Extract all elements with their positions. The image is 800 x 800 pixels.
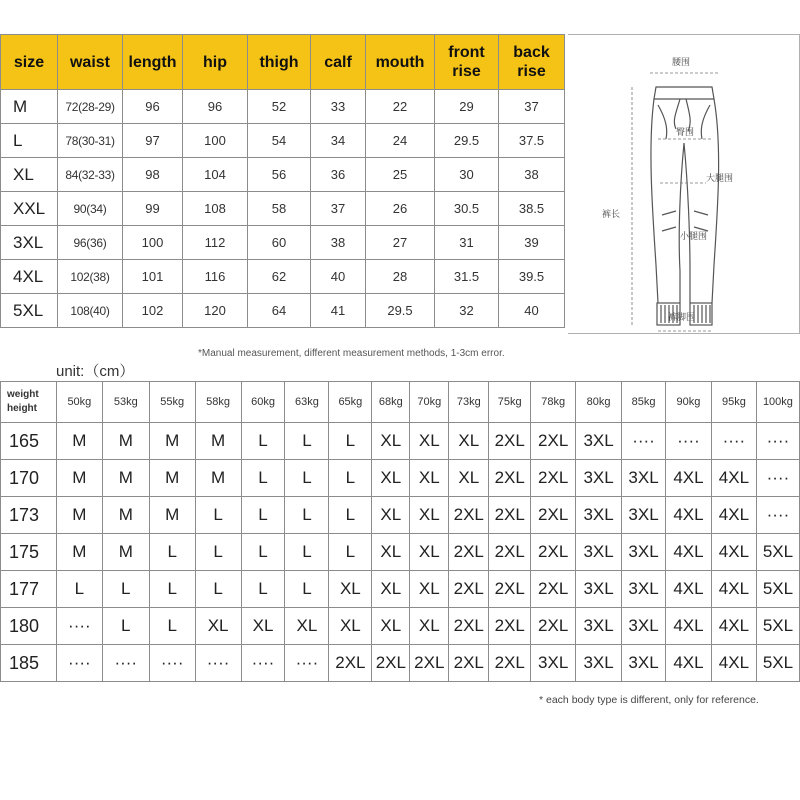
recommended-size-cell: L (102, 608, 149, 645)
reference-note: * each body type is different, only for reference. (539, 694, 759, 706)
weight-header-cell: 90kg (666, 382, 712, 423)
size-value-cell: 60 (248, 226, 311, 260)
size-label-cell: XL (1, 158, 58, 192)
size-value-cell: 102(38) (58, 260, 123, 294)
size-value-cell: 33 (311, 90, 366, 124)
recommended-size-cell: 2XL (531, 460, 576, 497)
size-label-cell: 5XL (1, 294, 58, 328)
size-value-cell: 26 (366, 192, 435, 226)
size-value-cell: 31.5 (435, 260, 499, 294)
recommended-size-cell: ···· (622, 423, 666, 460)
recommended-size-cell: XL (372, 497, 410, 534)
recommended-size-cell: ···· (756, 423, 799, 460)
recommended-size-cell: M (102, 534, 149, 571)
weight-header-cell: 78kg (531, 382, 576, 423)
size-value-cell: 96 (183, 90, 248, 124)
size-value-cell: 29 (435, 90, 499, 124)
size-value-cell: 108 (183, 192, 248, 226)
measurement-note: *Manual measurement, different measurement methods, 1-3cm error. (198, 348, 505, 359)
size-row (1, 124, 565, 158)
recommended-size-cell: L (149, 608, 195, 645)
size-value-cell: 84(32-33) (58, 158, 123, 192)
size-measurement-table (0, 34, 565, 328)
size-recommendation-table (0, 381, 800, 682)
size-label-cell: XXL (1, 192, 58, 226)
recommended-size-cell: 5XL (756, 534, 799, 571)
calf-label: 小腿围 (680, 232, 708, 242)
recommended-size-cell: 5XL (756, 608, 799, 645)
height-label-cell: 177 (1, 571, 57, 608)
size-value-cell: 39 (499, 226, 565, 260)
size-value-cell: 38 (499, 158, 565, 192)
recommended-size-cell: 4XL (666, 497, 712, 534)
weight-header-cell: 60kg (241, 382, 285, 423)
recommended-size-cell: XL (410, 423, 449, 460)
size-value-cell: 97 (123, 124, 183, 158)
recommended-size-cell: 2XL (489, 497, 531, 534)
weight-header-cell: 100kg (756, 382, 799, 423)
size-header-cell: back rise (499, 35, 565, 90)
rec-table-body (1, 423, 800, 682)
size-row (1, 260, 565, 294)
recommended-size-cell: 2XL (372, 645, 410, 682)
recommended-size-cell: 3XL (576, 497, 622, 534)
recommended-size-cell: 4XL (711, 497, 756, 534)
recommended-size-cell: 2XL (489, 534, 531, 571)
size-value-cell: 29.5 (366, 294, 435, 328)
size-value-cell: 90(34) (58, 192, 123, 226)
size-table-header-row (1, 35, 565, 90)
recommended-size-cell: L (56, 571, 102, 608)
size-row (1, 294, 565, 328)
size-value-cell: 40 (499, 294, 565, 328)
weight-header-cell: 50kg (56, 382, 102, 423)
recommended-size-cell: M (149, 423, 195, 460)
recommended-size-cell: 4XL (666, 608, 712, 645)
weight-header-cell: 70kg (410, 382, 449, 423)
recommended-size-cell: L (285, 571, 329, 608)
size-label-cell: 4XL (1, 260, 58, 294)
weight-header-cell: 95kg (711, 382, 756, 423)
recommended-size-cell: XL (372, 423, 410, 460)
recommended-size-cell: L (241, 460, 285, 497)
recommended-size-cell: L (149, 534, 195, 571)
rec-table-header-row (1, 382, 800, 423)
weight-header-cell: 58kg (195, 382, 241, 423)
size-value-cell: 25 (366, 158, 435, 192)
recommended-size-cell: ···· (285, 645, 329, 682)
size-value-cell: 54 (248, 124, 311, 158)
height-row (1, 460, 800, 497)
recommended-size-cell: L (102, 571, 149, 608)
unit-label: unit:（cm） (56, 363, 135, 380)
recommended-size-cell: 3XL (576, 460, 622, 497)
recommended-size-cell: 3XL (622, 645, 666, 682)
recommended-size-cell: ···· (241, 645, 285, 682)
size-value-cell: 104 (183, 158, 248, 192)
recommended-size-cell: XL (410, 608, 449, 645)
size-value-cell: 37.5 (499, 124, 565, 158)
size-value-cell: 24 (366, 124, 435, 158)
hip-label: 臀围 (676, 128, 695, 138)
size-value-cell: 37 (311, 192, 366, 226)
weight-header-cell: 53kg (102, 382, 149, 423)
size-label-cell: 3XL (1, 226, 58, 260)
size-value-cell: 31 (435, 226, 499, 260)
weight-header-cell: 55kg (149, 382, 195, 423)
size-value-cell: 28 (366, 260, 435, 294)
size-header-cell: hip (183, 35, 248, 90)
size-value-cell: 39.5 (499, 260, 565, 294)
size-value-cell: 120 (183, 294, 248, 328)
recommended-size-cell: XL (449, 460, 489, 497)
recommended-size-cell: 4XL (666, 460, 712, 497)
recommended-size-cell: XL (241, 608, 285, 645)
recommended-size-cell: ···· (756, 497, 799, 534)
size-value-cell: 36 (311, 158, 366, 192)
recommended-size-cell: L (329, 534, 372, 571)
recommended-size-cell: L (285, 423, 329, 460)
recommended-size-cell: ···· (56, 645, 102, 682)
recommended-size-cell: M (149, 460, 195, 497)
recommended-size-cell: M (56, 534, 102, 571)
recommended-size-cell: 2XL (329, 645, 372, 682)
recommended-size-cell: M (102, 497, 149, 534)
size-header-cell: front rise (435, 35, 499, 90)
recommended-size-cell: 3XL (576, 534, 622, 571)
height-row (1, 534, 800, 571)
recommended-size-cell: L (241, 534, 285, 571)
size-value-cell: 108(40) (58, 294, 123, 328)
recommended-size-cell: M (102, 460, 149, 497)
recommended-size-cell: XL (372, 534, 410, 571)
height-label-cell: 173 (1, 497, 57, 534)
size-value-cell: 32 (435, 294, 499, 328)
recommended-size-cell: 2XL (449, 645, 489, 682)
size-value-cell: 99 (123, 192, 183, 226)
recommended-size-cell: 4XL (666, 534, 712, 571)
size-header-cell: size (1, 35, 58, 90)
size-value-cell: 40 (311, 260, 366, 294)
recommended-size-cell: 4XL (666, 645, 712, 682)
recommended-size-cell: 3XL (576, 608, 622, 645)
recommended-size-cell: 3XL (576, 423, 622, 460)
weight-header-cell: 85kg (622, 382, 666, 423)
height-row (1, 571, 800, 608)
recommended-size-cell: 2XL (531, 534, 576, 571)
size-value-cell: 38 (311, 226, 366, 260)
size-value-cell: 112 (183, 226, 248, 260)
pants-diagram-drawing (568, 35, 800, 335)
recommended-size-cell: 3XL (576, 645, 622, 682)
recommended-size-cell: XL (329, 608, 372, 645)
height-label-cell: 170 (1, 460, 57, 497)
recommended-size-cell: 2XL (410, 645, 449, 682)
recommended-size-cell: ···· (195, 645, 241, 682)
recommended-size-cell: 3XL (622, 460, 666, 497)
size-header-cell: length (123, 35, 183, 90)
size-value-cell: 38.5 (499, 192, 565, 226)
mouth-label: 裤脚围 (668, 313, 696, 323)
recommended-size-cell: L (241, 571, 285, 608)
recommended-size-cell: ···· (149, 645, 195, 682)
size-value-cell: 29.5 (435, 124, 499, 158)
recommended-size-cell: 2XL (489, 460, 531, 497)
corner-cell (1, 382, 57, 423)
recommended-size-cell: L (285, 534, 329, 571)
size-value-cell: 30 (435, 158, 499, 192)
size-value-cell: 102 (123, 294, 183, 328)
recommended-size-cell: M (56, 497, 102, 534)
recommended-size-cell: 2XL (489, 645, 531, 682)
size-value-cell: 72(28-29) (58, 90, 123, 124)
recommended-size-cell: XL (449, 423, 489, 460)
weight-header-cell: 65kg (329, 382, 372, 423)
height-row (1, 497, 800, 534)
corner-height-label: height (7, 403, 37, 414)
size-header-cell: mouth (366, 35, 435, 90)
recommended-size-cell: 2XL (489, 423, 531, 460)
recommended-size-cell: L (195, 497, 241, 534)
recommended-size-cell: XL (372, 608, 410, 645)
recommended-size-cell: 3XL (576, 571, 622, 608)
recommended-size-cell: M (149, 497, 195, 534)
recommended-size-cell: M (56, 423, 102, 460)
recommended-size-cell: M (195, 423, 241, 460)
recommended-size-cell: M (102, 423, 149, 460)
recommended-size-cell: 5XL (756, 645, 799, 682)
recommended-size-cell: 2XL (449, 571, 489, 608)
size-value-cell: 37 (499, 90, 565, 124)
height-label-cell: 175 (1, 534, 57, 571)
height-label-cell: 185 (1, 645, 57, 682)
recommended-size-cell: 3XL (622, 534, 666, 571)
height-row (1, 423, 800, 460)
size-value-cell: 34 (311, 124, 366, 158)
recommended-size-cell: ···· (756, 460, 799, 497)
weight-header-cell: 75kg (489, 382, 531, 423)
recommended-size-cell: XL (410, 534, 449, 571)
recommended-size-cell: 2XL (531, 608, 576, 645)
recommended-size-cell: XL (195, 608, 241, 645)
size-value-cell: 62 (248, 260, 311, 294)
recommended-size-cell: 2XL (449, 608, 489, 645)
recommended-size-cell: ···· (666, 423, 712, 460)
size-value-cell: 30.5 (435, 192, 499, 226)
size-row (1, 226, 565, 260)
recommended-size-cell: M (195, 460, 241, 497)
recommended-size-cell: L (195, 571, 241, 608)
corner-weight-label: weight (7, 389, 39, 400)
recommended-size-cell: 2XL (449, 497, 489, 534)
recommended-size-cell: XL (372, 460, 410, 497)
size-value-cell: 100 (123, 226, 183, 260)
size-row (1, 90, 565, 124)
recommended-size-cell: XL (410, 571, 449, 608)
height-row (1, 645, 800, 682)
size-table-body (1, 90, 565, 328)
size-value-cell: 58 (248, 192, 311, 226)
recommended-size-cell: L (329, 497, 372, 534)
recommended-size-cell: XL (329, 571, 372, 608)
size-value-cell: 56 (248, 158, 311, 192)
recommended-size-cell: 2XL (449, 534, 489, 571)
pants-diagram (568, 34, 800, 334)
size-label-cell: L (1, 124, 58, 158)
waist-label: 腰围 (672, 58, 691, 68)
recommended-size-cell: 4XL (711, 645, 756, 682)
height-label-cell: 165 (1, 423, 57, 460)
size-value-cell: 41 (311, 294, 366, 328)
size-value-cell: 78(30-31) (58, 124, 123, 158)
recommended-size-cell: L (241, 497, 285, 534)
recommended-size-cell: L (285, 460, 329, 497)
recommended-size-cell: XL (372, 571, 410, 608)
height-row (1, 608, 800, 645)
size-value-cell: 98 (123, 158, 183, 192)
size-row (1, 192, 565, 226)
recommended-size-cell: L (149, 571, 195, 608)
recommended-size-cell: 2XL (531, 571, 576, 608)
recommended-size-cell: 5XL (756, 571, 799, 608)
recommended-size-cell: L (195, 534, 241, 571)
recommended-size-cell: 2XL (531, 497, 576, 534)
recommended-size-cell: ···· (56, 608, 102, 645)
thigh-label: 大腿围 (706, 174, 734, 184)
recommended-size-cell: 4XL (711, 608, 756, 645)
recommended-size-cell: 3XL (531, 645, 576, 682)
size-value-cell: 22 (366, 90, 435, 124)
recommended-size-cell: L (329, 460, 372, 497)
weight-header-cell: 68kg (372, 382, 410, 423)
recommended-size-cell: XL (410, 497, 449, 534)
size-label-cell: M (1, 90, 58, 124)
weight-header-cell: 63kg (285, 382, 329, 423)
recommended-size-cell: M (56, 460, 102, 497)
recommended-size-cell: ···· (711, 423, 756, 460)
size-value-cell: 101 (123, 260, 183, 294)
size-row (1, 158, 565, 192)
recommended-size-cell: 2XL (531, 423, 576, 460)
recommended-size-cell: 4XL (666, 571, 712, 608)
recommended-size-cell: 4XL (711, 460, 756, 497)
recommended-size-cell: L (241, 423, 285, 460)
size-value-cell: 116 (183, 260, 248, 294)
size-header-cell: waist (58, 35, 123, 90)
recommended-size-cell: L (285, 497, 329, 534)
size-value-cell: 52 (248, 90, 311, 124)
recommended-size-cell: 4XL (711, 571, 756, 608)
size-value-cell: 100 (183, 124, 248, 158)
height-label-cell: 180 (1, 608, 57, 645)
size-value-cell: 64 (248, 294, 311, 328)
recommended-size-cell: 3XL (622, 608, 666, 645)
recommended-size-cell: L (329, 423, 372, 460)
size-value-cell: 96 (123, 90, 183, 124)
size-value-cell: 27 (366, 226, 435, 260)
recommended-size-cell: 2XL (489, 608, 531, 645)
size-header-cell: calf (311, 35, 366, 90)
recommended-size-cell: 3XL (622, 571, 666, 608)
weight-header-cell: 73kg (449, 382, 489, 423)
size-value-cell: 96(36) (58, 226, 123, 260)
recommended-size-cell: 4XL (711, 534, 756, 571)
size-header-cell: thigh (248, 35, 311, 90)
recommended-size-cell: ···· (102, 645, 149, 682)
recommended-size-cell: XL (410, 460, 449, 497)
recommended-size-cell: 3XL (622, 497, 666, 534)
weight-header-cell: 80kg (576, 382, 622, 423)
recommended-size-cell: 2XL (489, 571, 531, 608)
recommended-size-cell: XL (285, 608, 329, 645)
length-label: 裤长 (602, 210, 621, 220)
